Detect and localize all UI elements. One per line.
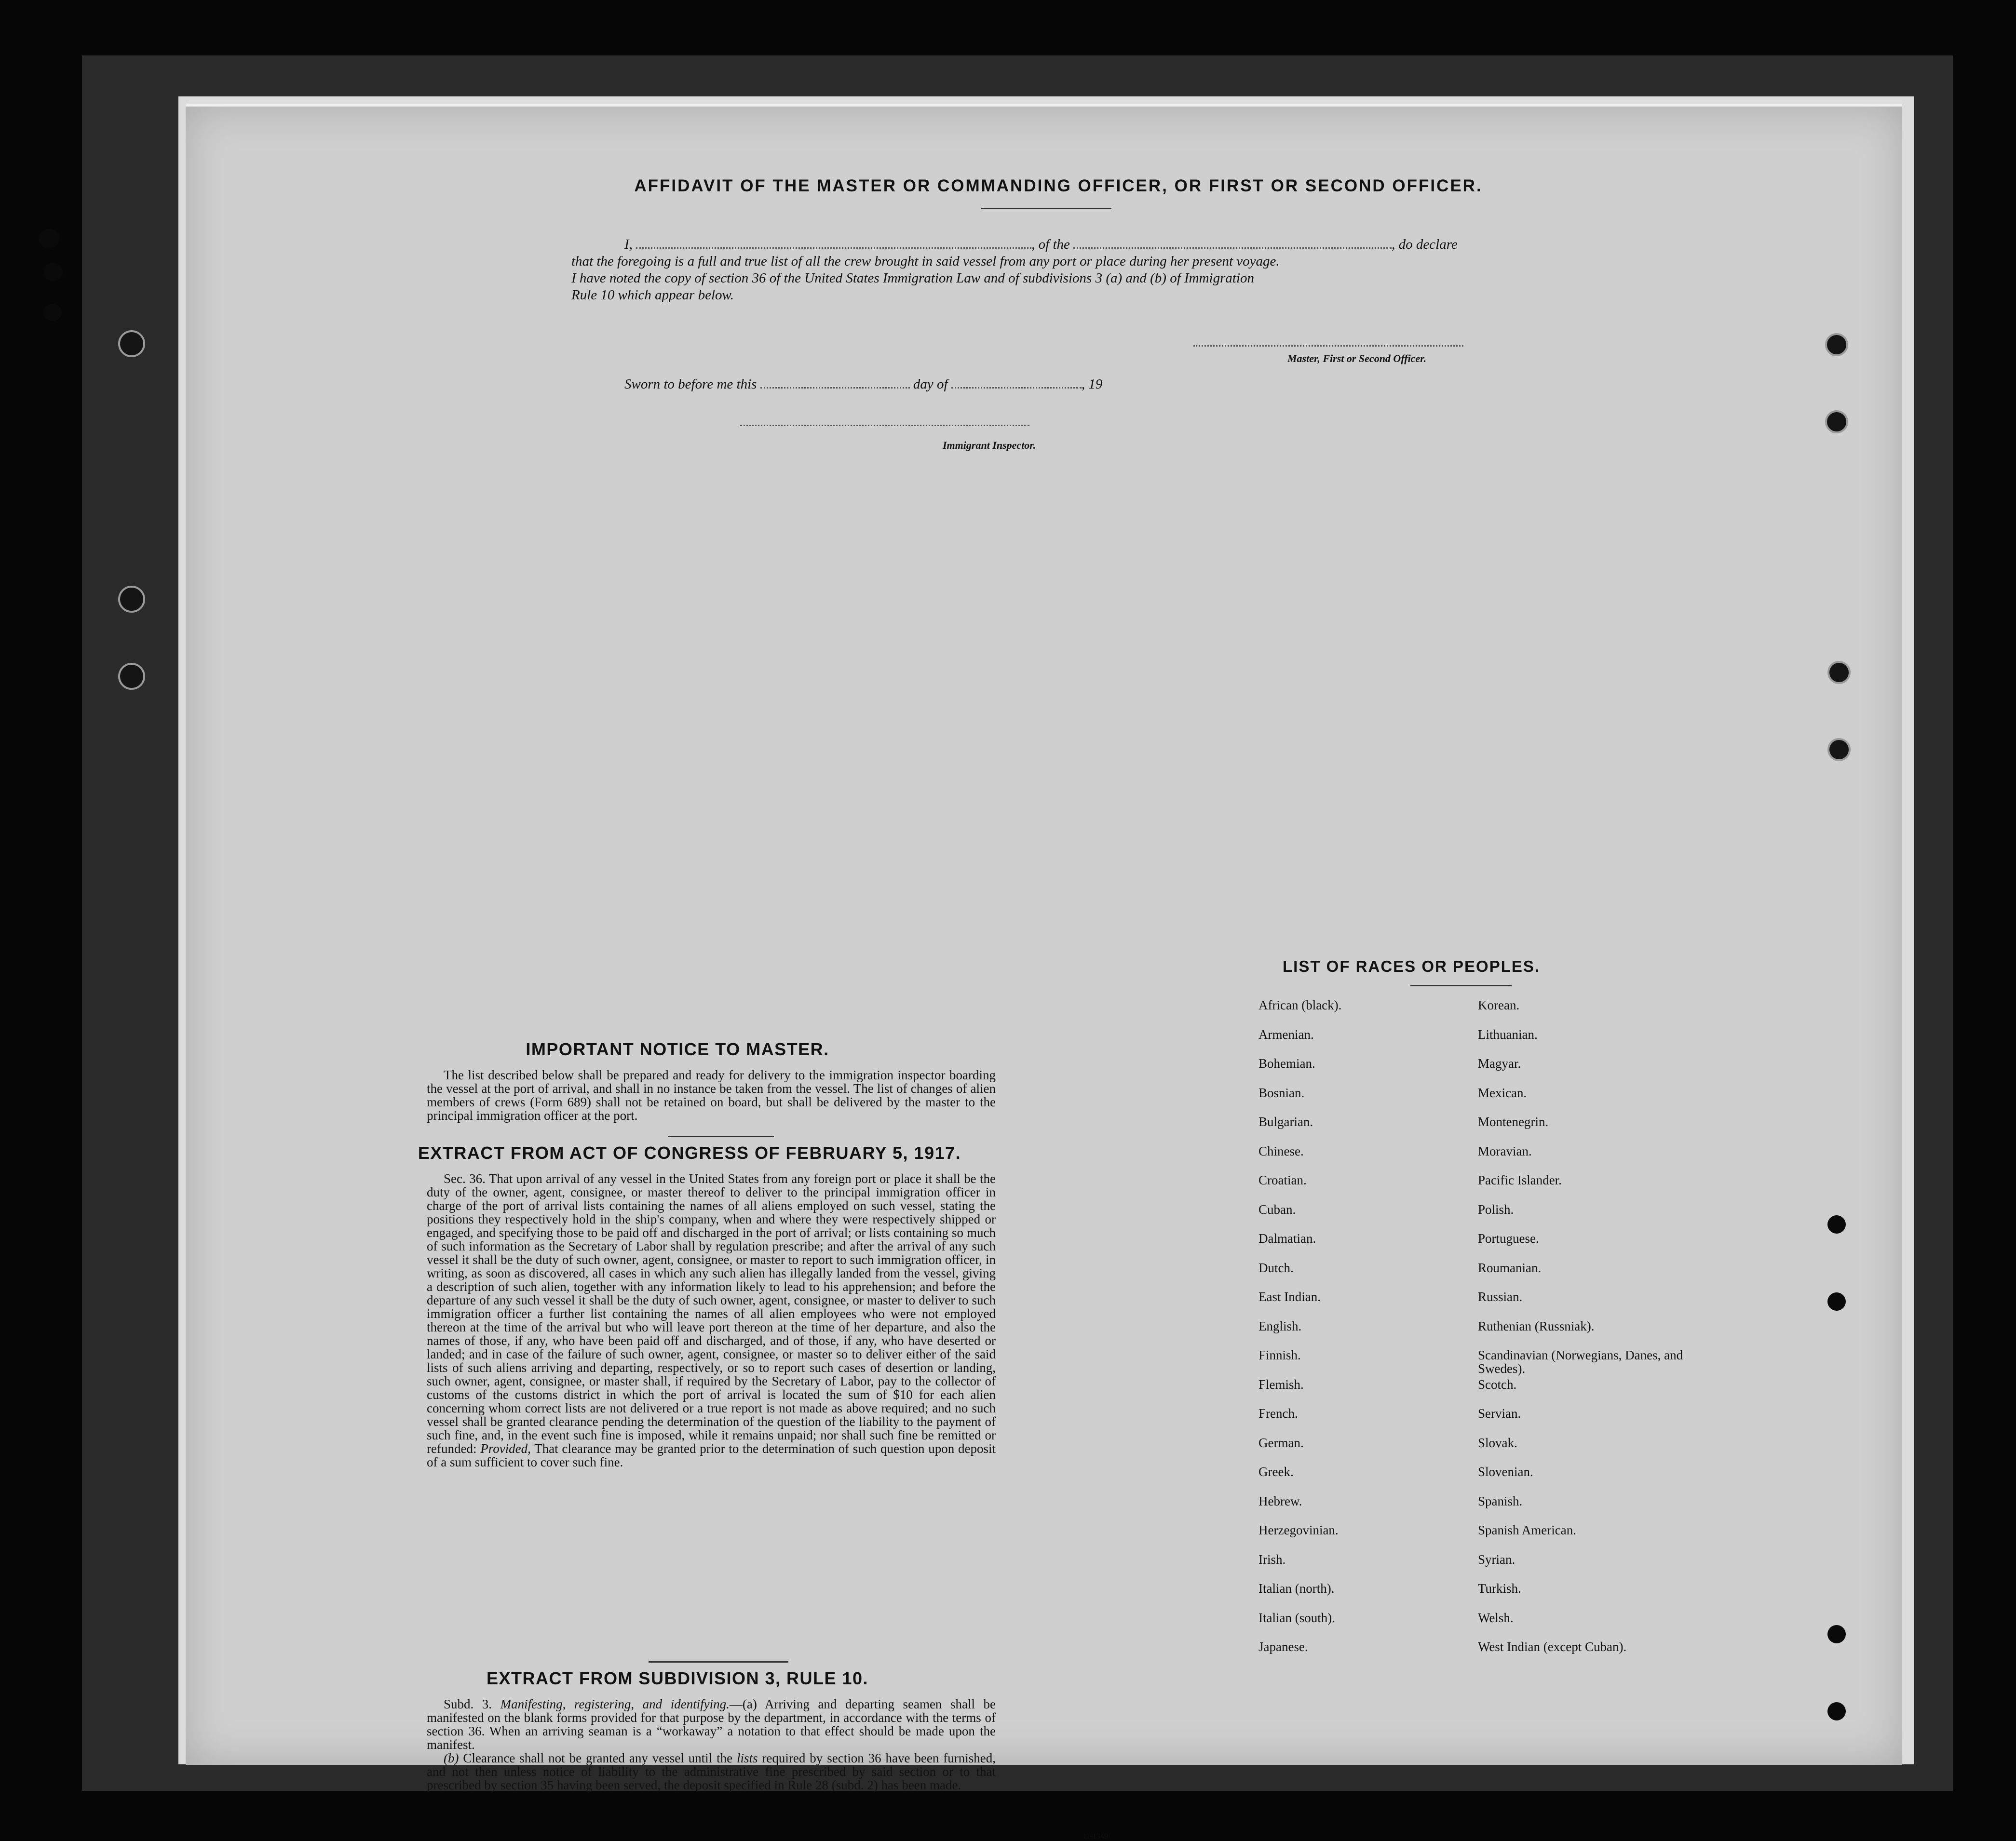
race-item: Pacific Islander. bbox=[1478, 1173, 1562, 1187]
affidavit-title-rule bbox=[981, 208, 1111, 209]
race-item: Armenian. bbox=[1258, 1027, 1314, 1042]
race-item: Herzegovinian. bbox=[1258, 1523, 1339, 1537]
race-item: Finnish. bbox=[1258, 1348, 1301, 1362]
binder-hole bbox=[43, 263, 63, 281]
race-item: French. bbox=[1258, 1406, 1298, 1421]
affidavit-title: AFFIDAVIT OF THE MASTER OR COMMANDING OFFICER, OR FIRST OR SECOND OFFICER. bbox=[634, 176, 1483, 195]
race-item: English. bbox=[1258, 1318, 1302, 1333]
race-item: Russian. bbox=[1478, 1290, 1523, 1304]
race-item: East Indian. bbox=[1258, 1290, 1321, 1304]
affidavit-do-declare: , do declare bbox=[1392, 237, 1458, 252]
binder-hole bbox=[118, 330, 145, 357]
race-item: Dutch. bbox=[1258, 1260, 1294, 1275]
races-list-left bbox=[1258, 998, 1461, 1669]
inspector-caption: Immigrant Inspector. bbox=[943, 439, 1036, 451]
race-item: Scandinavian (Norwegians, Danes, and Swedes). bbox=[1478, 1348, 1683, 1376]
race-item: Turkish. bbox=[1478, 1581, 1521, 1596]
vessel-blank[interactable] bbox=[1073, 245, 1392, 249]
master-signature-line[interactable] bbox=[1193, 345, 1463, 347]
races-title: LIST OF RACES OR PEOPLES. bbox=[1283, 957, 1541, 975]
race-item: Italian (south). bbox=[1258, 1610, 1335, 1625]
binder-hole bbox=[1827, 1215, 1846, 1234]
provided-word: Provided, bbox=[480, 1441, 531, 1456]
race-item: Croatian. bbox=[1258, 1173, 1307, 1187]
binder-hole bbox=[39, 229, 60, 248]
race-item: Chinese. bbox=[1258, 1143, 1304, 1158]
race-item: Dalmatian. bbox=[1258, 1231, 1316, 1246]
binder-hole bbox=[1827, 661, 1851, 684]
race-item: German. bbox=[1258, 1435, 1304, 1450]
affidavit-of-the: , of the bbox=[1031, 237, 1070, 252]
notice-text: The list described below shall be prepared and ready for delivery to the immigration inspector boarding the vessel at the port of arrival, and shall in no instance be taken from the vessel. The list of changes of alien members of crews (Form 689) shall not be retained on board, but shall be delivered by the master to the principal immigration officer at the port. bbox=[427, 1068, 996, 1123]
binder-hole bbox=[1825, 333, 1848, 356]
master-caption: Master, First or Second Officer. bbox=[1287, 352, 1427, 364]
affidavit-line-4: Rule 10 which appear below. bbox=[571, 287, 734, 303]
race-item: Slovak. bbox=[1478, 1435, 1517, 1450]
race-item: Montenegrin. bbox=[1478, 1115, 1549, 1129]
binder-hole bbox=[1827, 738, 1851, 761]
affidavit-line-2: that the foregoing is a full and true list of all the crew brought in said vessel from any port or place during her present voyage. bbox=[571, 254, 1280, 269]
race-item: Italian (north). bbox=[1258, 1581, 1335, 1596]
subd-para-b-2: required by section 36 have been furnished, and not then unless notice of liability to the administrative fine prescribed by said section or to that prescribed by section 35 having been served, the deposit specified in Rule 28 (subd. 2) has been made. bbox=[427, 1751, 996, 1792]
affidavit-i: I, bbox=[624, 237, 633, 252]
affidavit-line-3: I have noted the copy of section 36 of the United States Immigration Law and of subdivisions 3 (a) and (b) of Immigration bbox=[571, 270, 1255, 286]
race-item: Moravian. bbox=[1478, 1143, 1532, 1158]
race-item: Polish. bbox=[1478, 1202, 1514, 1217]
extract-act-body bbox=[427, 1172, 996, 1469]
race-item: Bosnian. bbox=[1258, 1085, 1305, 1100]
subd-lists: lists bbox=[736, 1751, 758, 1765]
binder-hole bbox=[118, 663, 145, 690]
name-blank[interactable] bbox=[636, 245, 1031, 249]
notice-body bbox=[427, 1068, 996, 1122]
extract-rule-title: EXTRACT FROM SUBDIVISION 3, RULE 10. bbox=[486, 1668, 869, 1688]
inspector-signature-line[interactable] bbox=[740, 425, 1029, 426]
subd-para-a: —(a) Arriving and departing seamen shall be manifested on the blank forms provided for that purpose by the department, in accordance with the terms of section 36. When an arriving seaman is a “workaway” a notation to that effect should be made upon the manifest. bbox=[427, 1697, 996, 1752]
race-item: Roumanian. bbox=[1478, 1260, 1542, 1275]
binder-hole bbox=[1825, 410, 1848, 433]
subd-heading: Manifesting, registering, and identifying. bbox=[500, 1697, 730, 1711]
notice-title: IMPORTANT NOTICE TO MASTER. bbox=[526, 1039, 829, 1059]
race-item: Servian. bbox=[1478, 1406, 1521, 1421]
race-item: Bohemian. bbox=[1258, 1056, 1315, 1071]
binder-hole bbox=[43, 304, 62, 321]
section-text-end: That clearance may be granted prior to the determination of such question upon deposit of a sum sufficient to cover such fine. bbox=[427, 1441, 996, 1469]
race-item: Portuguese. bbox=[1478, 1231, 1539, 1246]
extract-rule-body bbox=[427, 1697, 996, 1792]
races-rule bbox=[1410, 985, 1512, 986]
race-item: Korean. bbox=[1478, 998, 1520, 1012]
extract-act-rule bbox=[649, 1661, 788, 1663]
race-item: Spanish. bbox=[1478, 1493, 1523, 1508]
binder-hole bbox=[1827, 1625, 1846, 1643]
section-text: That upon arrival of any vessel in the United States from any foreign port or place it shall be the duty of the owner, agent, consignee, or master thereof to deliver to the principal immigration officer in charge of the port of arrival lists containing the names of all aliens employed on such vessel, stating the positions they respectively hold in the ship's company, when and where they were respectively shipped or engaged, and specifying those to be paid off and discharged in the port of arrival; or lists containing so much of such information as the Secretary of Labor shall by regulation prescribe; and after the arrival of any such vessel it shall be the duty of such owner, agent, consignee, or master to report to such immigration officer, in writing, as soon as discovered, all cases in which any such alien has illegally landed from the vessel, giving a description of such alien, together with any information likely to lead to his apprehension; and before the departure of any such vessel it shall be the duty of such owner, agent, consignee, or master to deliver to such immigration officer a further list containing the names of all alien employees who were not employed thereon at the time of the arrival but who will leave port thereon at the time of her departure, and also the names of those, if any, who have been paid off and discharged, and of those, if any, who have deserted or landed; and in case of the failure of such owner, agent, consignee, or master so to deliver either of the said lists of such aliens arriving and departing, respectively, or so to report such cases of desertion or landing, such owner, agent, consignee, or master shall, if required by the Secretary of Labor, pay to the collector of customs of the customs district in which the port of arrival is located the sum of $10 for each alien concerning whom correct lists are not delivered or a true report is not made as above required; and no such vessel shall be granted clearance pending the determination of the question of the liability to the payment of such fine, and, in the event such fine is imposed, while it remains unpaid; nor shall such fine be remitted or refunded: bbox=[427, 1171, 996, 1456]
subd-label: Subd. 3. bbox=[444, 1697, 492, 1711]
race-item: African (black). bbox=[1258, 998, 1342, 1012]
affidavit-declaration-line bbox=[624, 237, 1458, 253]
race-item: Magyar. bbox=[1478, 1056, 1521, 1071]
binder-hole bbox=[1827, 1292, 1846, 1311]
sworn-day-blank[interactable] bbox=[760, 385, 910, 389]
race-item: Bulgarian. bbox=[1258, 1115, 1313, 1129]
race-item: Lithuanian. bbox=[1478, 1027, 1538, 1042]
race-item: Japanese. bbox=[1258, 1639, 1308, 1654]
sworn-month-blank[interactable] bbox=[951, 385, 1082, 389]
sworn-day-of: day of bbox=[913, 376, 948, 392]
race-item: West Indian (except Cuban). bbox=[1478, 1639, 1627, 1654]
sworn-text: Sworn to before me this bbox=[624, 376, 757, 392]
form-number: 11-1349 bbox=[1082, 1832, 1108, 1841]
manifest-page bbox=[186, 104, 1902, 1841]
subd-para-b-1: Clearance shall not be granted any vessel until the bbox=[463, 1751, 733, 1765]
race-item: Cuban. bbox=[1258, 1202, 1296, 1217]
race-item: Ruthenian (Russniak). bbox=[1478, 1318, 1595, 1333]
race-item: Irish. bbox=[1258, 1552, 1286, 1567]
binder-hole bbox=[118, 586, 145, 613]
race-item: Welsh. bbox=[1478, 1610, 1514, 1625]
race-item: Spanish American. bbox=[1478, 1523, 1576, 1537]
binder-hole bbox=[1827, 1702, 1846, 1720]
race-item: Hebrew. bbox=[1258, 1493, 1302, 1508]
section-label: Sec. 36. bbox=[444, 1171, 486, 1186]
race-item: Mexican. bbox=[1478, 1085, 1527, 1100]
sworn-line bbox=[624, 376, 1102, 392]
races-list-right bbox=[1478, 998, 1700, 1669]
race-item: Slovenian. bbox=[1478, 1465, 1533, 1479]
subd-b-label: (b) bbox=[444, 1751, 459, 1765]
race-item: Syrian. bbox=[1478, 1552, 1515, 1567]
notice-rule bbox=[668, 1136, 774, 1137]
sworn-year: , 19 bbox=[1081, 376, 1103, 392]
race-item: Scotch. bbox=[1478, 1377, 1517, 1392]
race-item: Flemish. bbox=[1258, 1377, 1304, 1392]
race-item: Greek. bbox=[1258, 1465, 1294, 1479]
extract-act-title: EXTRACT FROM ACT OF CONGRESS OF FEBRUARY 5, 1917. bbox=[418, 1143, 961, 1163]
